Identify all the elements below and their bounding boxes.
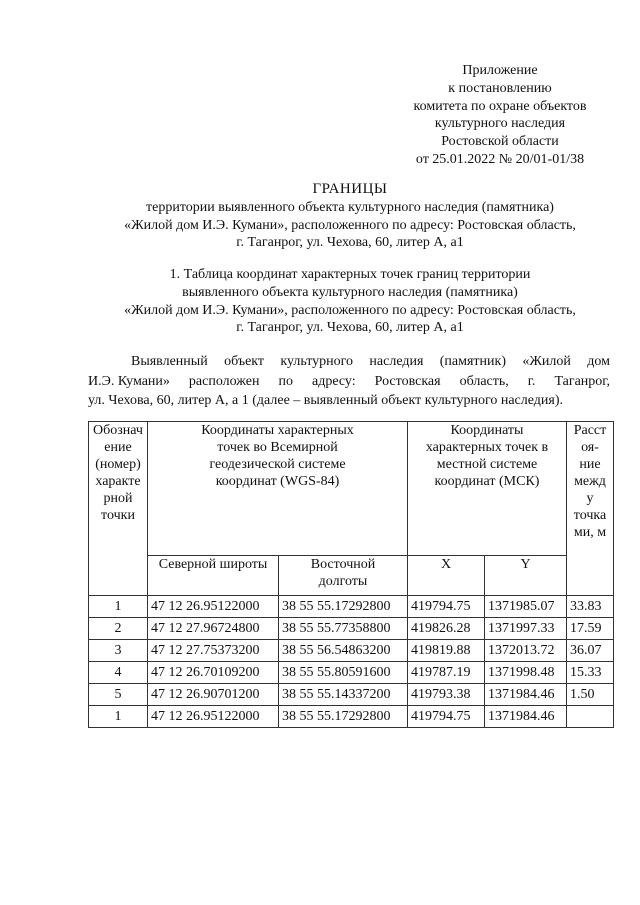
word: дом — [587, 354, 610, 369]
cell-distance: 36.07 — [567, 640, 614, 662]
table-row — [89, 596, 614, 618]
header-text: (номер) — [95, 457, 141, 472]
appendix-line: к постановлению — [448, 80, 552, 96]
header-text: Координаты характерных — [201, 423, 354, 438]
cell-x: 419794.75 — [408, 596, 485, 618]
word: (памятник) — [439, 354, 506, 369]
word: культурного — [280, 354, 354, 369]
word: по — [278, 373, 293, 389]
word: «Жилой — [522, 354, 571, 369]
header-text: Расст — [573, 423, 607, 438]
table-row — [89, 662, 614, 684]
cell-x: 419787.19 — [408, 662, 485, 684]
word: г. — [527, 373, 536, 389]
page-title: ГРАНИЦЫ — [312, 181, 388, 197]
paragraph-line-1 — [88, 352, 610, 372]
cell-point: 5 — [89, 684, 148, 706]
word: Ростовская — [374, 373, 441, 389]
header-text: точка — [573, 508, 607, 523]
header-msk — [408, 422, 567, 556]
header-text: местной системе — [436, 457, 538, 472]
cell-distance: 17.59 — [567, 618, 614, 640]
cell-north: 47 12 26.90701200 — [148, 684, 279, 706]
word: область, — [459, 373, 509, 389]
cell-north: 47 12 26.95122000 — [148, 596, 279, 618]
appendix-line: Ростовской области — [441, 134, 559, 150]
cell-x: 419794.75 — [408, 706, 485, 728]
description-paragraph — [88, 352, 610, 411]
cell-y: 1372013.72 — [485, 640, 567, 662]
appendix-line: культурного наследия — [434, 116, 566, 132]
heading-line: г. Таганрог, ул. Чехова, 60, литер А, а1 — [236, 235, 464, 251]
cell-y: 1371998.48 — [485, 662, 567, 684]
cell-north: 47 12 26.70109200 — [148, 662, 279, 684]
subheader-x: X — [408, 556, 485, 596]
heading-line: территории выявленного объекта культурного наследия (памятника) — [146, 199, 554, 215]
cell-y: 1371984.46 — [485, 706, 567, 728]
header-text: оя- — [581, 440, 599, 455]
table-subheader-row — [89, 556, 614, 596]
cell-x: 419793.38 — [408, 684, 485, 706]
word: Выявленный — [131, 354, 208, 369]
cell-north: 47 12 27.96724800 — [148, 618, 279, 640]
document-heading — [60, 181, 640, 252]
cell-distance: 1.50 — [567, 684, 614, 706]
header-text: у — [586, 491, 594, 506]
header-point-number — [89, 422, 148, 596]
header-text: Восточной — [310, 557, 376, 572]
table-row — [89, 618, 614, 640]
appendix-line: от 25.01.2022 № 20/01-01/38 — [415, 151, 585, 167]
header-text: ние — [579, 457, 601, 472]
table-header-row — [89, 422, 614, 556]
header-text: характерных точек в — [425, 440, 549, 455]
cell-distance: 33.83 — [567, 596, 614, 618]
cell-east: 38 55 55.17292800 — [279, 596, 408, 618]
word: расположен — [188, 373, 260, 389]
appendix-line: комитета по охране объектов — [413, 98, 587, 114]
caption-line: «Жилой дом И.Э. Кумани», расположенного по адресу: Ростовская область, — [124, 302, 576, 318]
header-text: рной — [103, 491, 133, 506]
cell-x: 419819.88 — [408, 640, 485, 662]
header-distance — [567, 422, 614, 596]
header-text: Координаты — [450, 423, 524, 438]
subheader-east — [279, 556, 408, 596]
header-wgs84 — [148, 422, 408, 556]
cell-point: 1 — [89, 596, 148, 618]
cell-east: 38 55 55.17292800 — [279, 706, 408, 728]
cell-y: 1371985.07 — [485, 596, 567, 618]
cell-east: 38 55 55.14337200 — [279, 684, 408, 706]
cell-east: 38 55 55.77358800 — [279, 618, 408, 640]
appendix-line: Приложение — [462, 63, 538, 78]
cell-y: 1371984.46 — [485, 684, 567, 706]
caption-line: 1. Таблица координат характерных точек границ территории — [169, 267, 531, 282]
appendix-block — [380, 62, 620, 169]
table-row — [89, 640, 614, 662]
cell-y: 1371997.33 — [485, 618, 567, 640]
header-text: ение — [104, 440, 132, 455]
cell-point: 4 — [89, 662, 148, 684]
table-caption — [60, 266, 640, 337]
cell-point: 2 — [89, 618, 148, 640]
header-text: ми, м — [573, 525, 607, 540]
cell-north: 47 12 27.75373200 — [148, 640, 279, 662]
caption-line: выявленного объекта культурного наследия (памятника) — [182, 284, 518, 300]
caption-line: г. Таганрог, ул. Чехова, 60, литер А, а1 — [236, 320, 464, 336]
header-text: Обознач — [93, 423, 143, 438]
cell-x: 419826.28 — [408, 618, 485, 640]
paragraph-line-3: ул. Чехова, 60, литер А, а 1 (далее – выявленный объект культурного наследия). — [88, 393, 564, 408]
header-text: долготы — [318, 574, 368, 589]
header-text: координат (WGS-84) — [215, 474, 340, 489]
header-text: межд — [574, 474, 606, 489]
header-text: точки — [101, 508, 135, 523]
header-text: точек во Всемирной — [217, 440, 338, 455]
subheader-north: Северной широты — [148, 556, 279, 596]
header-text: характе — [95, 474, 141, 489]
cell-point: 3 — [89, 640, 148, 662]
word: объект — [224, 354, 265, 369]
heading-line: «Жилой дом И.Э. Кумани», расположенного по адресу: Ростовская область, — [124, 217, 576, 233]
cell-east: 38 55 55.80591600 — [279, 662, 408, 684]
word: наследия — [369, 354, 424, 369]
header-text: координат (МСК) — [434, 474, 540, 489]
table-row — [89, 684, 614, 706]
header-text: геодезической системе — [209, 457, 346, 472]
word: И.Э. Кумани» — [88, 373, 170, 389]
coordinates-table — [88, 421, 614, 728]
subheader-y: Y — [485, 556, 567, 596]
cell-distance — [567, 706, 614, 728]
cell-distance: 15.33 — [567, 662, 614, 684]
cell-point: 1 — [89, 706, 148, 728]
cell-east: 38 55 56.54863200 — [279, 640, 408, 662]
table-row — [89, 706, 614, 728]
cell-north: 47 12 26.95122000 — [148, 706, 279, 728]
word: адресу: — [312, 373, 356, 389]
paragraph-line-2 — [88, 372, 610, 392]
word: Таганрог, — [554, 373, 610, 389]
